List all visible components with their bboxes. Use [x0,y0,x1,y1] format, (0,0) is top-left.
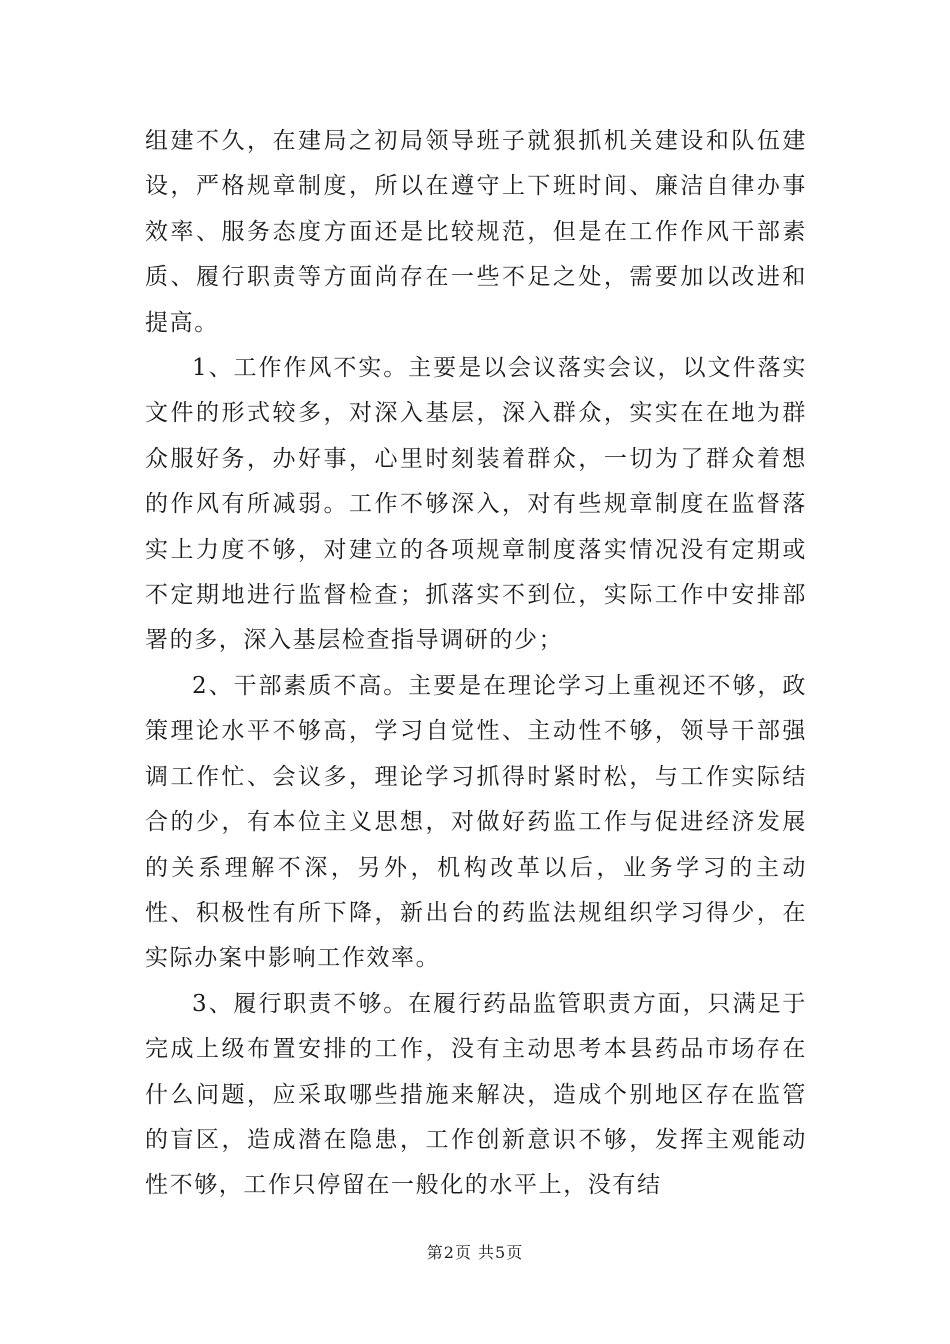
document-body [145,119,807,1209]
page-number: 第2页 共5页 [426,1243,524,1262]
paragraph-4: 3、履行职责不够。在履行药品监管职责方面，只满足于完成上级布置安排的工作，没有主动思考本县药品市场存在什么问题，应采取哪些措施来解决，造成个别地区存在监管的盲区，造成潜在隐患，工作创新意识不够，发挥主观能动性不够，工作只停留在一般化的水平上，没有结 [145,990,807,1199]
paragraph-1: 组建不久，在建局之初局领导班子就狠抓机关建设和队伍建设，严格规章制度，所以在遵守上下班时间、廉洁自律办事效率、服务态度方面还是比较规范，但是在工作作风干部素质、履行职责等方面尚存在一些不足之处，需要加以改进和提高。 [145,128,807,336]
paragraph-3: 2、干部素质不高。主要是在理论学习上重视还不够，政策理论水平不够高，学习自觉性、主动性不够，领导干部强调工作忙、会议多，理论学习抓得时紧时松，与工作实际结合的少，有本位主义思想，对做好药监工作与促进经济发展的关系理解不深，另外，机构改革以后，业务学习的主动性、积极性有所下降，新出台的药监法规组织学习得少，在实际办案中影响工作效率。 [145,672,807,972]
paragraph-2: 1、工作作风不实。主要是以会议落实会议，以文件落实文件的形式较多，对深入基层，深入群众，实实在在地为群众服好务，办好事，心里时刻装着群众，一切为了群众着想的作风有所减弱。工作不够深入，对有些规章制度在监督落实上力度不够，对建立的各项规章制度落实情况没有定期或不定期地进行监督检查；抓落实不到位，实际工作中安排部署的多，深入基层检查指导调研的少； [145,355,807,654]
